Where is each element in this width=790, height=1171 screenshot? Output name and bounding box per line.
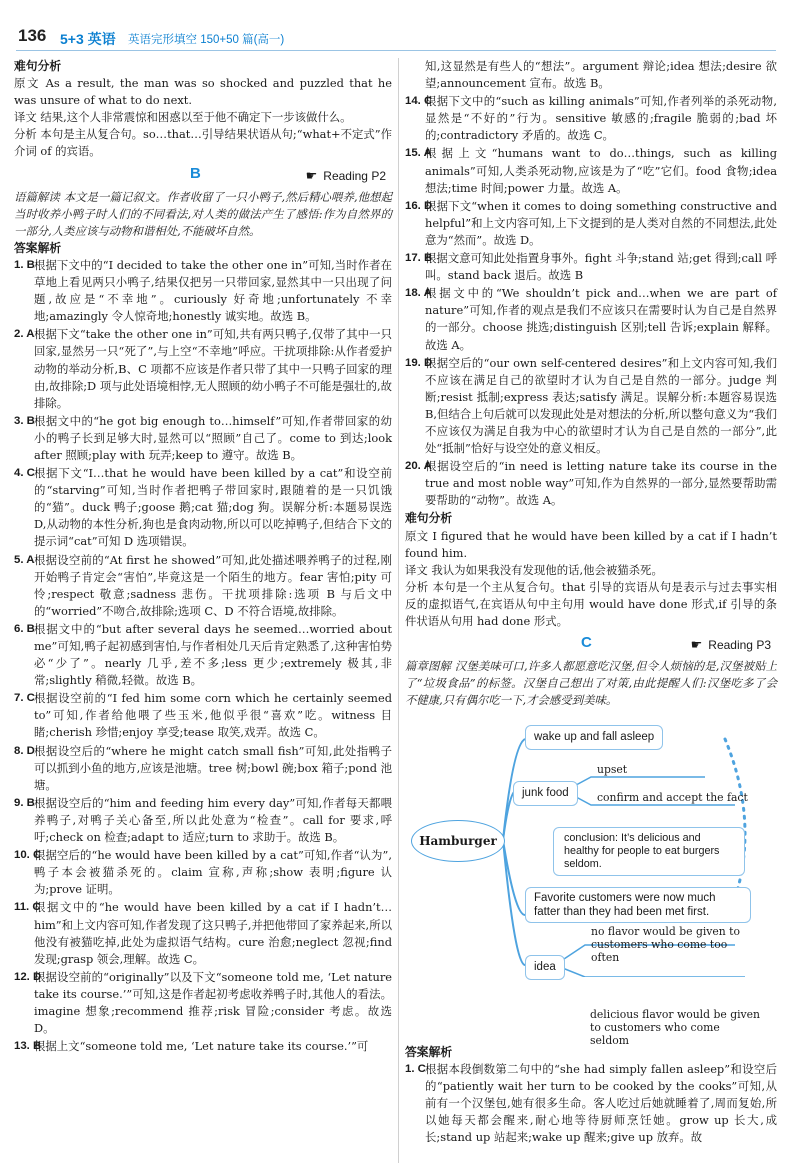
answer-item: 9. B 根据设空后的“him and feeding him every day”可知,作者每天都喂养鸭子,对鸭子关心备至,所以此处意为“检查”。call for 要求,呼吁;check on 检查;adapt to 适应;turn to 求助于。故选 B。: [14, 795, 392, 845]
reading-ref: ☛ Reading P3: [690, 637, 771, 653]
answer-item: 16. D 根据下文“when it comes to doing something constructive and helpful”和上文内容可知,上下文提到的是人类对自然的不同想法,此处意为“然而”。故选 D。: [405, 198, 777, 247]
hard-sentence-title: 难句分析: [14, 59, 62, 73]
section-letter: C: [581, 634, 592, 652]
column-divider: [398, 58, 399, 1163]
mind-map-node: Favorite customers were now much fatter than they had been met first.: [525, 887, 751, 923]
mind-map-node: idea: [525, 955, 565, 980]
hard-sentence-original: 原文 As a result, the man was so shocked and puzzled that he was unsure of what to do next.: [14, 76, 392, 108]
answer-item: 2. A 根据下文“take the other one in”可知,共有两只鸭子,仅带了其中一只回家,显然另一只“死了”,与上空“不幸地”呼应。干扰项排除:从作者爱护动物的举动分析,B、C 项都不应该是作者只带了其中一只鸭子回家的理由,故排除;D 项与此处语境相悖,无人照顾的幼小鸭子不可能是强壮的,故排除。: [14, 327, 392, 410]
mind-map-leaf: confirm and accept the fact: [597, 791, 748, 805]
pointing-hand-icon: ☛: [305, 167, 318, 183]
page-number: 136: [18, 26, 47, 45]
passage-summary: 篇章图解 汉堡美味可口,许多人都愿意吃汉堡,但令人烦恼的是,汉堡被贴上了“垃圾食品”的标签。汉堡自己想出了对策,由此提醒人们:汉堡吃多了会不健康,只有偶尔吃一下,才会感受到美味。: [405, 659, 777, 708]
answer-item: 14. C 根据下文中的“such as killing animals”可知,作者列举的杀死动物,显然是“不好的”行为。sensitive 敏感的;fragile 脆弱的;bad 坏的;contradictory 矛盾的。故选 C。: [405, 94, 777, 143]
mind-map-node: junk food: [513, 781, 578, 806]
reading-ref: ☛ Reading P2: [305, 167, 386, 183]
answer-item: 6. B 根据文中的“but after several days he seemed…worried about me”可知,鸭子起初感到害怕,与作者相处几天后肯定熟悉了,这种害怕势必“少了”。nearly 几乎,差不多;less 更少;extremely 极其,非常;slightly 稍微,轻微。故选 B。: [14, 621, 392, 688]
answer-item: 3. B 根据文中的“he got big enough to…himself”可知,作者带回家的幼小的鸭子长到足够大时,显然可以“照顾”自己了。come to 到达;look after 照顾;play with 玩弄;keep to 遵守。故选 B。: [14, 413, 392, 462]
answer-item: 12. D 根据设空前的“originally”以及下文“someone told me, ‘Let nature take its course.’”可知,这是作者起初考虑收养鸭子时,其他人的看法。imagine 想象;recommend 推荐;risk 冒险;consider 考虑。故选 D。: [14, 969, 392, 1036]
mind-map: [405, 715, 765, 977]
section-letter: B: [190, 164, 201, 182]
answer-item: 8. D 根据设空后的“where he might catch small fish”可知,此处指鸭子可以抓到小鱼的地方,应该是池塘。tree 树;bowl 碗;box 箱子;pond 池塘。: [14, 743, 392, 792]
answer-item: 1. B 根据下文中的“I decided to take the other one in”可知,当时作者在草地上看见两只小鸭子,结果仅把另一只带回家,显然其中一只出现了问题,故应是“不幸地”。curiously 好奇地;unfortunately 不幸地;amazingly 令人惊奇地;honestly 诚实地。故选 B。: [14, 257, 392, 324]
header-rule: [16, 50, 776, 51]
answer-item: 10. C 根据空后的“he would have been killed by a cat”可知,作者“认为”,鸭子本会被猫杀死的。claim 宣称,声称;show 表明;figure 认为;prove 证明。: [14, 848, 392, 897]
section-b-header: [14, 165, 392, 187]
book-title: 英语完形填空 150+50 篇(高一): [128, 34, 285, 46]
mind-map-node: conclusion: It’s delicious and healthy for people to eat burgers seldom.: [553, 827, 745, 876]
answers-title: 答案解析: [14, 240, 62, 255]
left-column: [14, 58, 392, 1056]
hard-sentence-analysis: 分析 本句是一个主从复合句。that 引导的宾语从句是表示与过去事实相反的虚拟语气,在宾语从句中主句用 would have done 形式,if 引导的条件状语从句用 had done 形式。: [405, 579, 777, 628]
answers-block: [405, 1044, 777, 1148]
hard-sentence-translation: 译文 结果,这个人非常震惊和困惑以至于他不确定下一步该做什么。: [14, 110, 352, 125]
answer-item: 4. C 根据下文“I…that he would have been killed by a cat”和设空前的“starving”可知,当时作者把鸭子带回家时,跟随着的是一只饥饿的“猫”。duck 鸭子;goose 鹅;cat 猫;dog 狗。误解分析:本题易误选 D,从动物的本性分析,狗也是食肉动物,所以可以吃掉鸭子,但结合下文的提示词“cat”可知 D 选项错误。: [14, 466, 392, 549]
answer-item: 7. C 根据设空前的“I fed him some corn which he certainly seemed to”可知,作者给他喂了些玉米,他似乎很“喜欢”吃。witness 目睹;cherish 珍惜;enjoy 享受;tease 取笑,戏弄。故选 C。: [14, 691, 392, 740]
hard-sentence-analysis: 分析 本句是主从复合句。so…that…引导结果状语从句;“what+不定式”作介词 of 的宾语。: [14, 127, 392, 159]
answer-item: 1. C 根据本段倒数第二句中的“she had simply fallen asleep”和设空后的“patiently wait her turn to be cooked by the cooks”可知,从前有一个汉堡包,她有很多生命。客人吃过后她就睡着了,周而复始,所以她每天都会醒来,耐心地等待厨师烹饪她。grow up 长大,成长;stand up 站起来;wake up 醒来;give up 放弃。故: [405, 1062, 777, 1145]
hard-sentence-original: 原文 I figured that he would have been killed by a cat if I hadn’t found him.: [405, 528, 777, 560]
answer-item: 19. D 根据空后的“our own self-centered desires”和上文内容可知,我们不应该在满足自己的欲望时才认为自己是自然的一部分。judge 判断;resist 抵制;express 表达;satisfy 满足。误解分析:本题容易误选 B,但结合上句后就可以发现此处是对想法的分析,所以整句意义为“我们不应该仅为满足自我为中心的欲望时才认为自己是自然的一部分”,此处“抵制”恰好与设空处的意义相反。: [405, 355, 777, 456]
answer-item: 15. A 根据上文“humans want to do…things, such as killing animals”可知,人类杀死动物,应该是为了“吃”它们。food 食物;idea 想法;time 时间;power 力量。故选 A。: [405, 146, 777, 195]
section-c-header: [405, 634, 777, 656]
page-header: [0, 0, 790, 52]
answer-item: 20. A 根据设空后的“in need is letting nature take its course in the true and most noble way”可知,作为自然界的一部分,显然要帮助需要帮助的“动物”。故选 A。: [405, 459, 777, 508]
answers-title: 答案解析: [405, 1045, 453, 1059]
answer-item-continued: 知,这显然是有些人的“想法”。argument 辩论;idea 想法;desire 欲望;announcement 宣布。故选 B。: [425, 59, 777, 91]
mind-map-node: wake up and fall asleep: [525, 725, 663, 750]
answer-item: 5. A 根据设空前的“At first he showed”可知,此处描述喂养鸭子的过程,刚开始鸭子肯定会“害怕”,毕竟这是一个陌生的地方。fear 害怕;pity 可怜;respect 敬意;sadness 悲伤。干扰项排除:选项 B 与后文中的“worried”不吻合,故排除;选项 C、D 不符合语境,故排除。: [14, 552, 392, 618]
pointing-hand-icon: ☛: [690, 637, 703, 653]
mind-map-leaf: delicious flavor would be given to customers who come seldom: [590, 1008, 760, 1047]
passage-summary: 语篇解读 本文是一篇记叙文。作者收留了一只小鸭子,然后精心喂养,他想起当时收养小鸭子时人们的不同看法,对人类的做法产生了感悟:作为自然界的一部分,人类应该与动物和谐相处,不能破坏自然。: [14, 189, 392, 238]
mind-map-leaf: upset: [597, 763, 628, 777]
hard-sentence-translation: 译文 我认为如果我没有发现他的话,他会被猫杀死。: [405, 562, 663, 577]
answer-item: 13. B 根据上文“someone told me, ‘Let nature take its course.’”可: [14, 1039, 369, 1054]
brand-logo: 5+3 英语: [60, 31, 116, 47]
right-column: [405, 58, 777, 983]
mind-map-hub: Hamburger: [411, 820, 505, 862]
hard-sentence-title: 难句分析: [405, 511, 453, 526]
answer-item: 18. A 根据文中的“We shouldn’t pick and…when we are part of nature”可知,作者的观点是我们不应该只在需要时认为自己是自然界的一部分。choose 挑选;distinguish 区别;tell 告诉;explain 解释。故选 A。: [405, 286, 777, 352]
answer-item: 11. C 根据文中的“he would have been killed by a cat if I hadn’t…him”和上文内容可知,作者发现了这只鸭子,并把他带回了家养起来,所以他没有被猫吃掉,此处为虚拟语气结构。cure 治愈;neglect 忽视;find 发现;grasp 领会,理解。故选 C。: [14, 900, 392, 966]
answer-item: 17. B 根据文意可知此处指置身事外。fight 斗争;stand 站;get 得到;call 呼叫。stand back 退后。故选 B: [405, 251, 777, 283]
mind-map-leaf: no flavor would be given to customers who come too often: [591, 925, 741, 965]
